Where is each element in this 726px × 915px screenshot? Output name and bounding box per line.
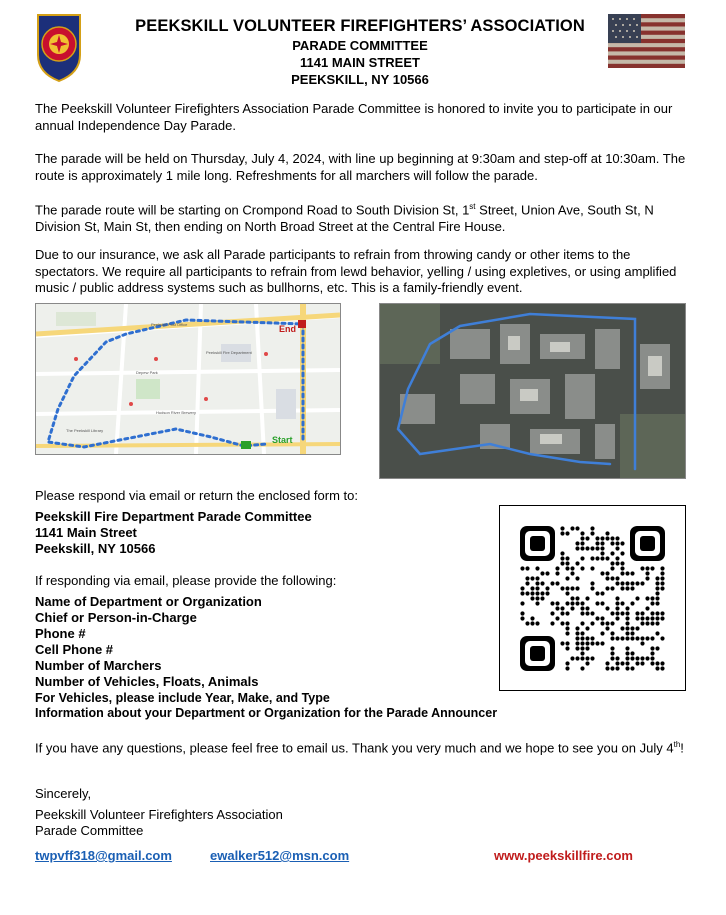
info-item: Number of Vehicles, Floats, Animals: [35, 674, 259, 689]
email-link-ewalker[interactable]: ewalker512@msn.com: [210, 848, 350, 863]
satellite-route-map: [379, 303, 686, 479]
header-street: 1141 MAIN STREET: [300, 55, 420, 70]
fire-department-logo: [34, 11, 84, 83]
info-item: Cell Phone #: [35, 642, 114, 657]
paragraph-route: The parade route will be starting on Crompond Road to South Division St, 1st Street, Union Ave, South St, N Division St, Main St, then ending on North Broad Street at the Central Fire House.: [35, 202, 654, 234]
website-link[interactable]: www.peekskillfire.com: [494, 848, 633, 863]
signature-committee: Parade Committee: [35, 823, 144, 838]
map-start-label: Start: [272, 435, 293, 445]
info-item: Number of Marchers: [35, 658, 162, 673]
map-end-label: End: [279, 324, 296, 334]
respond-intro: Please respond via email or return the enclosed form to:: [35, 488, 359, 503]
paragraph-insurance-rules: Due to our insurance, we ask all Parade participants to refrain from throwing candy or other items to the spectators. We require all participants to refrain from lewd behavior, yelling / using expletives, or using amplified music / public address systems such as bullhorns, etc. This is a family-friendly event.: [35, 247, 677, 295]
paragraph-date-time: The parade will be held on Thursday, July 4, 2024, with line up beginning at 9:30am and step-off at 10:30am. The route is approximately 1 mile long. Refreshments for all marchers will follow the parade.: [35, 151, 686, 183]
mail-address-line-1: Peekskill Fire Department Parade Committee: [35, 509, 312, 524]
email-info-intro: If responding via email, please provide the following:: [35, 573, 337, 588]
paragraph-invitation: The Peekskill Volunteer Firefighters Association Parade Committee is honored to invite you to participate in our annual Independence Day Parade.: [35, 101, 673, 133]
info-item: Name of Department or Organization: [35, 594, 262, 609]
mail-address-line-3: Peekskill, NY 10566: [35, 541, 156, 556]
info-item: Phone #: [35, 626, 86, 641]
info-item: Chief or Person-in-Charge: [35, 610, 197, 625]
sincerely: Sincerely,: [35, 786, 92, 801]
info-item: Information about your Department or Organization for the Parade Announcer: [35, 706, 498, 720]
svg-text:The Peekskill Library: The Peekskill Library: [66, 428, 104, 433]
signature-association: Peekskill Volunteer Firefighters Association: [35, 807, 283, 822]
email-link-twpvff[interactable]: twpvff318@gmail.com: [35, 848, 172, 863]
svg-text:Hudson River Brewery: Hudson River Brewery: [156, 410, 197, 415]
svg-text:Peekskill Fire Department: Peekskill Fire Department: [206, 350, 252, 355]
svg-text:Depew Park: Depew Park: [136, 370, 158, 375]
questions-paragraph: If you have any questions, please feel free to email us. Thank you very much and we hope to see you on July 4th!: [35, 740, 684, 756]
header-city: PEEKSKILL, NY 10566: [291, 72, 429, 87]
qr-code[interactable]: [499, 505, 686, 691]
info-item: For Vehicles, please include Year, Make, and Type: [35, 691, 330, 705]
mail-address-line-2: 1141 Main Street: [35, 525, 137, 540]
svg-text:Peekskill Post Office: Peekskill Post Office: [151, 322, 188, 327]
committee-heading: PARADE COMMITTEE: [292, 38, 428, 53]
association-title: PEEKSKILL VOLUNTEER FIREFIGHTERS’ ASSOCIATION: [135, 17, 585, 35]
